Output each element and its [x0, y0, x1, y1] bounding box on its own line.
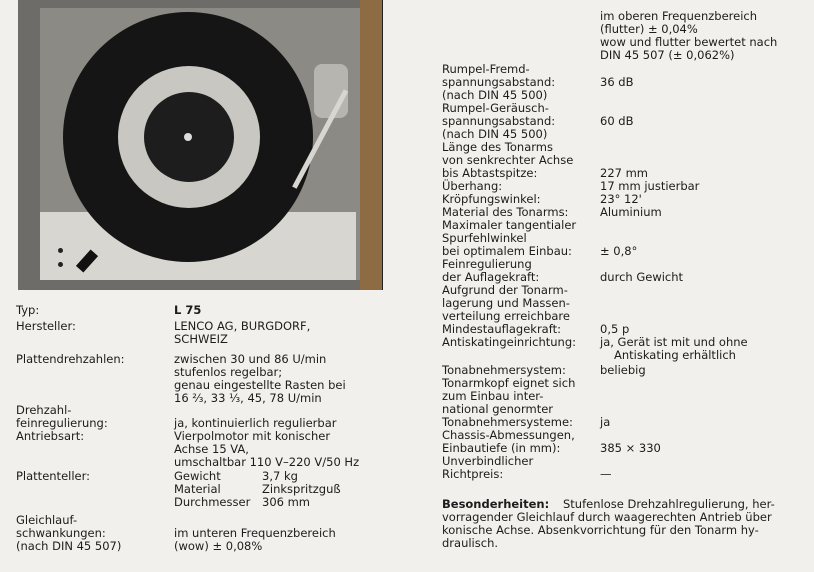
fremd-label-3: (nach DIN 45 500): [442, 88, 548, 102]
fremd-label-2: spannungsabstand:: [442, 75, 556, 89]
teller-gewicht-label: Gewicht: [174, 469, 221, 483]
antisk-label: Antiskatingeinrichtung:: [442, 335, 577, 349]
fein-label-2: der Auflagekraft:: [442, 270, 540, 284]
kroepf-label: Kröpfungswinkel:: [442, 192, 541, 206]
besonderheiten-label: Besonderheiten:: [442, 497, 550, 511]
tonarm-value: 227 mm: [600, 166, 649, 180]
typ-value: L 75: [174, 303, 202, 317]
plattendreh-value-1: zwischen 30 und 86 U/min: [174, 352, 327, 366]
spindle: [184, 133, 192, 141]
feinreg-value: ja, kontinuierlich regulierbar: [174, 416, 337, 430]
tonarm-label-1: Länge des Tonarms: [442, 140, 553, 154]
kroepf-value: 23° 12': [600, 192, 642, 206]
fein-label-1: Feinregulierung: [442, 257, 532, 271]
antrieb-value-3: umschaltbar 110 V–220 V/50 Hz: [174, 455, 360, 469]
indicator-dot: [58, 262, 63, 267]
tonkopf-label-1: Tonarmkopf eignet sich: [442, 376, 576, 390]
aufgrund-label-1: Aufgrund der Tonarm-: [442, 283, 568, 297]
tonkopf-label-3: national genormter: [442, 402, 554, 416]
indicator-dot: [58, 248, 63, 253]
besonderheiten-line-3: konische Achse. Absenkvorrichtung für den Tonarm hy-: [442, 523, 759, 537]
teller-material-value: Zinkspritzguß: [262, 482, 341, 496]
besonderheiten-line-2: vorragender Gleichlauf durch waagerechten Antrieb über: [442, 510, 772, 524]
wood-side-panel: [360, 0, 383, 290]
tonarm-label-3: bis Abtastspitze:: [442, 166, 538, 180]
richt-label-2: Richtpreis:: [442, 467, 504, 481]
spur-label-1: Maximaler tangentialer: [442, 218, 577, 232]
antrieb-value-1: Vierpolmotor mit konischer: [174, 429, 331, 443]
flutter-line-4: DIN 45 507 (± 0,062%): [600, 48, 735, 62]
teller-gewicht-value: 3,7 kg: [262, 469, 298, 483]
turntable-photo: [18, 0, 383, 290]
gleich-value-1: im unteren Frequenzbereich: [174, 526, 336, 540]
plattendreh-label: Plattendrehzahlen:: [16, 352, 125, 366]
plattendreh-value-3: genau eingestellte Rasten bei: [174, 378, 346, 392]
hersteller-value-2: SCHWEIZ: [174, 332, 228, 346]
aufgrund-label-4: Mindestauflagekraft:: [442, 322, 561, 336]
chassis-value: 385 × 330: [600, 441, 661, 455]
richt-value: —: [600, 467, 612, 481]
fremd-value: 36 dB: [600, 75, 634, 89]
typ-label: Typ:: [16, 303, 40, 317]
fremd-label-1: Rumpel-Fremd-: [442, 62, 530, 76]
chassis-label-2: Einbautiefe (in mm):: [442, 441, 561, 455]
gleich-label-1: Gleichlauf-: [16, 513, 78, 527]
material-label: Material des Tonarms:: [442, 205, 569, 219]
gerausch-label-1: Rumpel-Geräusch-: [442, 101, 549, 115]
material-value: Aluminium: [600, 205, 662, 219]
gerausch-label-2: spannungsabstand:: [442, 114, 556, 128]
gleich-value-2: (wow) ± 0,08%: [174, 539, 263, 553]
tonabn-value: beliebig: [600, 363, 646, 377]
spur-label-2: Spurfehlwinkel: [442, 231, 527, 245]
ueberhang-value: 17 mm justierbar: [600, 179, 700, 193]
besonderheiten-line-4: draulisch.: [442, 536, 499, 550]
feinreg-label-2: feinregulierung:: [16, 416, 108, 430]
aufgrund-label-2: lagerung und Massen-: [442, 296, 570, 310]
gleich-label-2: schwankungen:: [16, 526, 106, 540]
tonarm-label-2: von senkrechter Achse: [442, 153, 574, 167]
besonderheiten-line-1: Stufenlose Drehzahlregulierung, her-: [563, 497, 775, 511]
antisk-value-1: ja, Gerät ist mit und ohne: [600, 335, 748, 349]
aufgrund-label-3: verteilung erreichbare: [442, 309, 570, 323]
tonkopf-label-2: zum Einbau inter-: [442, 389, 544, 403]
tonkopf-label-4: Tonabnehmersysteme:: [442, 415, 573, 429]
spur-value: ± 0,8°: [600, 244, 638, 258]
richt-label-1: Unverbindlicher: [442, 454, 534, 468]
hersteller-value-1: LENCO AG, BURGDORF,: [174, 319, 311, 333]
aufgrund-value: 0,5 p: [600, 322, 630, 336]
teller-durchmesser-value: 306 mm: [262, 495, 311, 509]
gerausch-label-3: (nach DIN 45 500): [442, 127, 548, 141]
tonkopf-value: ja: [600, 415, 611, 429]
ueberhang-label: Überhang:: [442, 179, 503, 193]
plattendreh-value-2: stufenlos regelbar;: [174, 365, 283, 379]
flutter-line-1: im oberen Frequenzbereich: [600, 9, 758, 23]
spur-label-3: bei optimalem Einbau:: [442, 244, 572, 258]
tonabn-label: Tonabnehmersystem:: [442, 363, 566, 377]
flutter-line-2: (flutter) ± 0,04%: [600, 22, 698, 36]
gerausch-value: 60 dB: [600, 114, 634, 128]
teller-label: Plattenteller:: [16, 469, 91, 483]
chassis-label-1: Chassis-Abmessungen,: [442, 428, 575, 442]
plattendreh-value-4: 16 ⅔, 33 ⅓, 45, 78 U/min: [174, 391, 322, 405]
antrieb-value-2: Achse 15 VA,: [174, 442, 249, 456]
teller-material-label: Material: [174, 482, 221, 496]
fein-value: durch Gewicht: [600, 270, 684, 284]
teller-durchmesser-label: Durchmesser: [174, 495, 251, 509]
feinreg-label-1: Drehzahl-: [16, 403, 72, 417]
flutter-line-3: wow und flutter bewertet nach: [600, 35, 778, 49]
gleich-label-3: (nach DIN 45 507): [16, 539, 122, 553]
antisk-value-2: Antiskating erhältlich: [614, 348, 736, 362]
hersteller-label: Hersteller:: [16, 319, 76, 333]
antrieb-label: Antriebsart:: [16, 429, 85, 443]
